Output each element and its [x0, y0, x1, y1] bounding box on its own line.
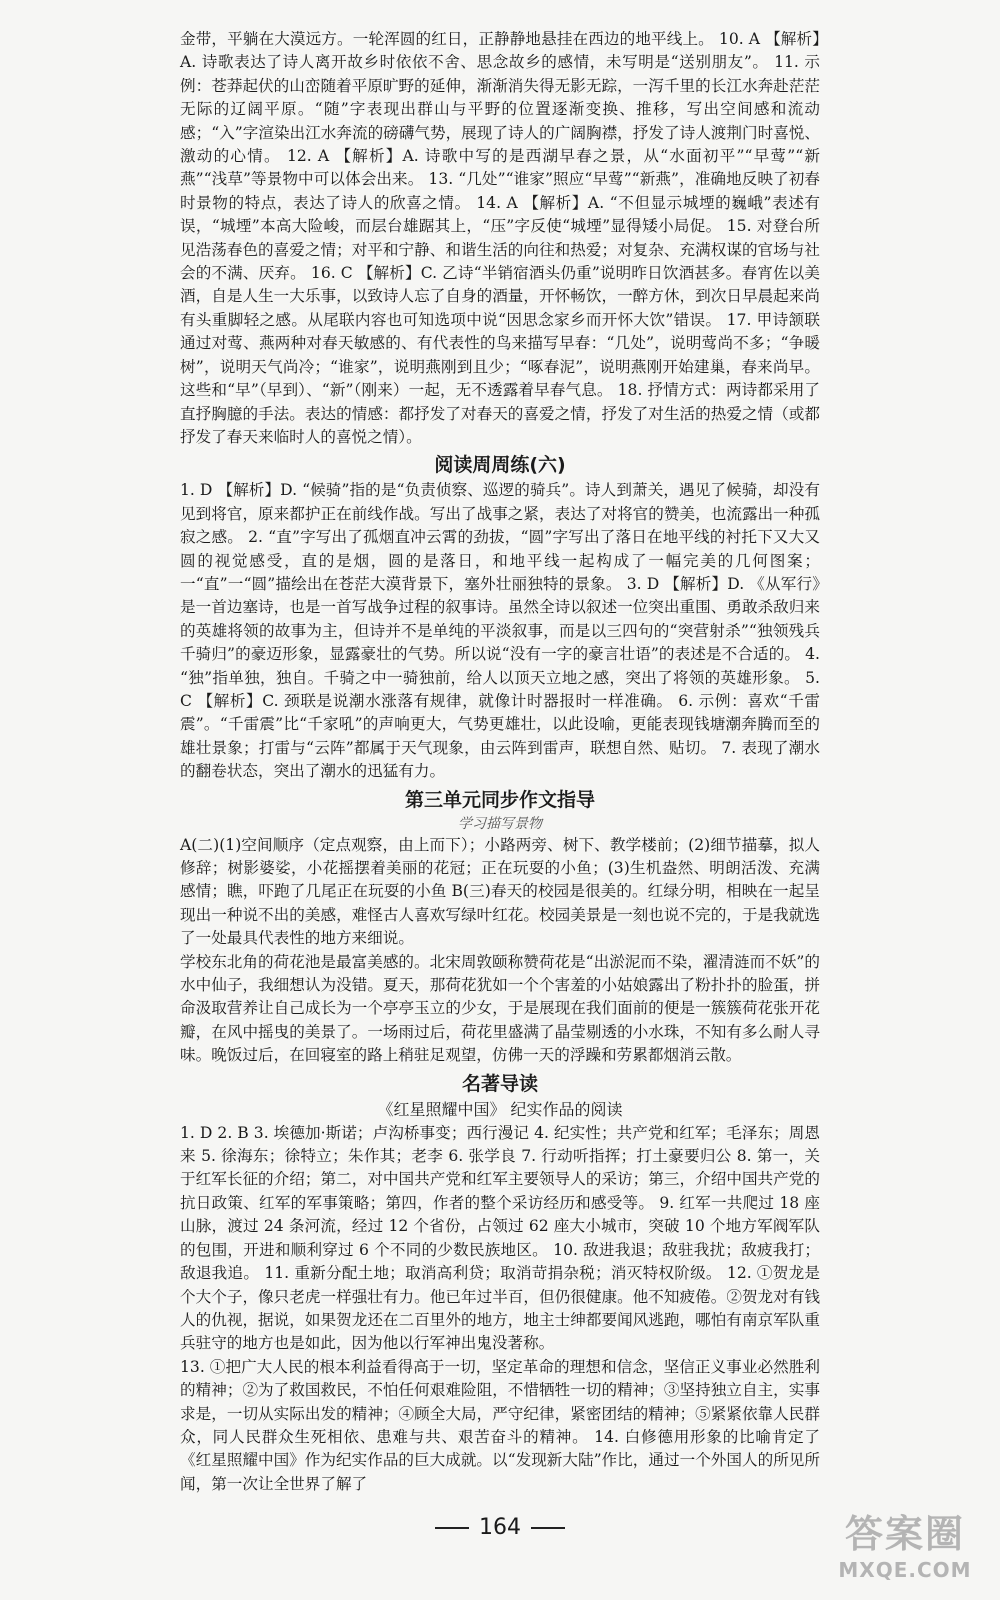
- answer-paragraph-unit-end: 金带，平躺在大漠远方。一轮浑圆的红日，正静静地悬挂在西边的地平线上。 10. A 【解析】A. 诗歌表达了诗人离开故乡时依依不舍、思念故乡的感情，未写明是“送别朋友”。 11. 示例：苍莽起伏的山峦随着平原旷野的延伸，渐渐消失得无影无踪，一泻千里的长江水奔赴茫茫无际的辽阔平原。“随”字表现出群山与平野的位置逐渐变换、推移，写出空间感和流动感；“入”字渲染出江水奔流的磅礴气势，展现了诗人的广阔胸襟，抒发了诗人渡荆门时喜悦、激动的心情。 12. A 【解析】A. 诗歌中写的是西湖早春之景，从“水面初平”“早莺”“新燕”“浅草”等景物中可以体会出来。 13. “几处”“谁家”照应“早莺”“新燕”，准确地反映了初春时景物的特点，表达了诗人的欣喜之情。 14. A 【解析】A. “不但显示城堙的巍峨”表述有误，“城堙”本高大险峻，而层台雄踞其上，“压”字反使“城堙”显得矮小局促。 15. 对登台所见浩荡春色的喜爱之情；对平和宁静、和谐生活的向往和热爱；对复杂、充满权谋的官场与社会的不满、厌弃。 16. C 【解析】C. 乙诗“半销宿酒头仍重”说明昨日饮酒甚多。春宵佐以美酒，自是人生一大乐事，以致诗人忘了自身的酒量，开怀畅饮，一醉方休，到次日早晨起来尚有头重脚轻之感。从尾联内容也可知选项中说“因思念家乡而开怀大饮”错误。 17. 甲诗颔联通过对莺、燕两种对春天敏感的、有代表性的鸟来描写早春：“几处”，说明莺尚不多；“争暖树”，说明天气尚冷；“谁家”，说明燕刚到且少；“啄春泥”，说明燕刚开始建巢，春来尚早。这些和“早”（早到）、“新”（刚来）一起，无不透露着早春气息。 18. 抒情方式：两诗都采用了直抒胸臆的手法。表达的情感：都抒发了对春天的喜爱之情，抒发了对生活的热爱之情（或都抒发了春天来临时人的喜悦之情）。: [180, 30, 820, 446]
- watermark-logo: 答案圈: [844, 1512, 965, 1556]
- watermark: [830, 1503, 980, 1582]
- section-subtitle-composition: 学习描写景物: [458, 815, 542, 832]
- section-title-classic-reading: 名著导读: [461, 1072, 538, 1095]
- page-number-right-rule: [531, 1527, 565, 1529]
- answer-paragraph-composition-a: A(二)(1)空间顺序（定点观察，由上而下）；小路两旁、树下、教学楼前；(2)细节描摹，拟人修辞；树影婆娑，小花摇摆着美丽的花冠；正在玩耍的小鱼；(3)生机盎然、明朗活泼、充满感情；瞧，吓跑了几尾正在玩耍的小鱼 B(三)春天的校园是很美的。红绿分明，相映在一起呈现出一种说不出的美感，难怪古人喜欢写绿叶红花。校园美景是一刻也说不完的，于是我就选了一处最具代表性的地方来细说。: [180, 835, 820, 948]
- watermark-url: MXQE.COM: [838, 1558, 972, 1582]
- section-subtitle-classic-reading: 《红星照耀中国》 纪实作品的阅读: [377, 1099, 623, 1119]
- page-number-text: 164: [479, 1515, 521, 1540]
- page-number-left-rule: [435, 1527, 469, 1529]
- answer-paragraph-weekly-reading: 1. D 【解析】D. “候骑”指的是“负责侦察、巡逻的骑兵”。诗人到萧关，遇见了候骑，却没有见到将官，原来都护正在前线作战。写出了战事之紧，表达了对将官的赞美，也流露出一种孤寂之感。 2. “直”字写出了孤烟直冲云霄的劲拔，“圆”字写出了落日在地平线的衬托下又大又圆的视觉感受，直的是烟，圆的是落日，和地平线一起构成了一幅完美的几何图案；一“直”一“圆”描绘出在苍茫大漠背景下，塞外壮丽独特的景象。 3. D 【解析】D. 《从军行》是一首边塞诗，也是一首写战争过程的叙事诗。虽然全诗以叙述一位突出重围、勇敢杀敌归来的英雄将领的故事为主，但诗并不是单纯的平淡叙事，而是以三四句的“突营射杀”“独领残兵千骑归”的豪迈形象，显露豪壮的气势。所以说“没有一字的豪言壮语”的表述是不合适的。 4. “独”指单独，独自。千骑之中一骑独前，给人以顶天立地之感，突出了将领的英雄形象。 5. C 【解析】C. 颈联是说潮水涨落有规律，就像计时器报时一样准确。 6. 示例：喜欢“千雷震”。“千雷震”比“千家吼”的声响更大，气势更雄壮，以此设喻，更能表现钱塘潮奔腾而至的雄壮景象；打雷与“云阵”都属于天气现象，由云阵到雷声，联想自然、贴切。 7. 表现了潮水的翻卷状态，突出了潮水的迅猛有力。: [180, 481, 820, 781]
- answer-paragraph-red-star: 1. D 2. B 3. 埃德加·斯诺；卢沟桥事变；西行漫记 4. 纪实性；共产党和红军；毛泽东；周恩来 5. 徐海东；徐特立；朱作其；老李 6. 张学良 7. 行动听指挥；打土豪要归公 8. 第一，关于红军长征的介绍；第二，对中国共产党和红军主要领导人的采访；第三，介绍中国共产党的抗日政策、红军的军事策略；第四，作者的整个采访经历和感受等。 9. 红军一共爬过 18 座山脉，渡过 24 条河流，经过 12 个省份，占领过 62 座大小城市，突破 10 个地方军阀军队的包围，开进和顺利穿过 6 个不同的少数民族地区。 10. 敌进我退；敌驻我扰；敌疲我打；敌退我追。 11. 重新分配土地；取消高利贷；取消苛捐杂税；消灭特权阶级。 12. ①贺龙是个大个子，像只老虎一样强壮有力。他已年过半百，但仍很健康。他不知疲倦。②贺龙对有钱人的仇视，据说，如果贺龙还在二百里外的地方，地主士绅都要闻风逃跑，哪怕有南京军队重兵驻守的地方也是如此，因为他以行军神出鬼没著称。: [180, 1123, 820, 1353]
- answer-paragraph-composition-b: 学校东北角的荷花池是最富美感的。北宋周敦颐称赞荷花是“出淤泥而不染，濯清涟而不妖”的水中仙子，我细想认为没错。夏天，那荷花犹如一个个害羞的小姑娘露出了粉扑扑的脸蛋，拼命汲取营养让自己成长为一个亭亭玉立的少女，于是展现在我们面前的便是一簇簇荷花张开花瓣，在风中摇曳的美景了。一场雨过后，荷花里盛满了晶莹剔透的小水珠，不知有多么耐人寻味。晚饭过后，在回寝室的路上稍驻足观望，仿佛一天的浮躁和劳累都烟消云散。: [180, 952, 820, 1065]
- answer-paragraph-red-star-cont: 13. ①把广大人民的根本利益看得高于一切，坚定革命的理想和信念，坚信正义事业必然胜利的精神；②为了救国救民，不怕任何艰难险阻，不惜牺牲一切的精神；③坚持独立自主，实事求是，一切从实际出发的精神；④顾全大局，严守纪律，紧密团结的精神；⑤紧紧依靠人民群众，同人民群众生死相依、患难与共、艰苦奋斗的精神。 14. 白修德用形象的比喻肯定了《红星照耀中国》作为纪实作品的巨大成就。以“发现新大陆”作比，通过一个外国人的所见所闻，第一次让全世界了解了: [180, 1357, 820, 1493]
- answer-page: [180, 28, 820, 1496]
- section-title-weekly-reading-6: 阅读周周练(六): [434, 454, 566, 477]
- section-title-composition-guide: 第三单元同步作文指导: [404, 788, 595, 811]
